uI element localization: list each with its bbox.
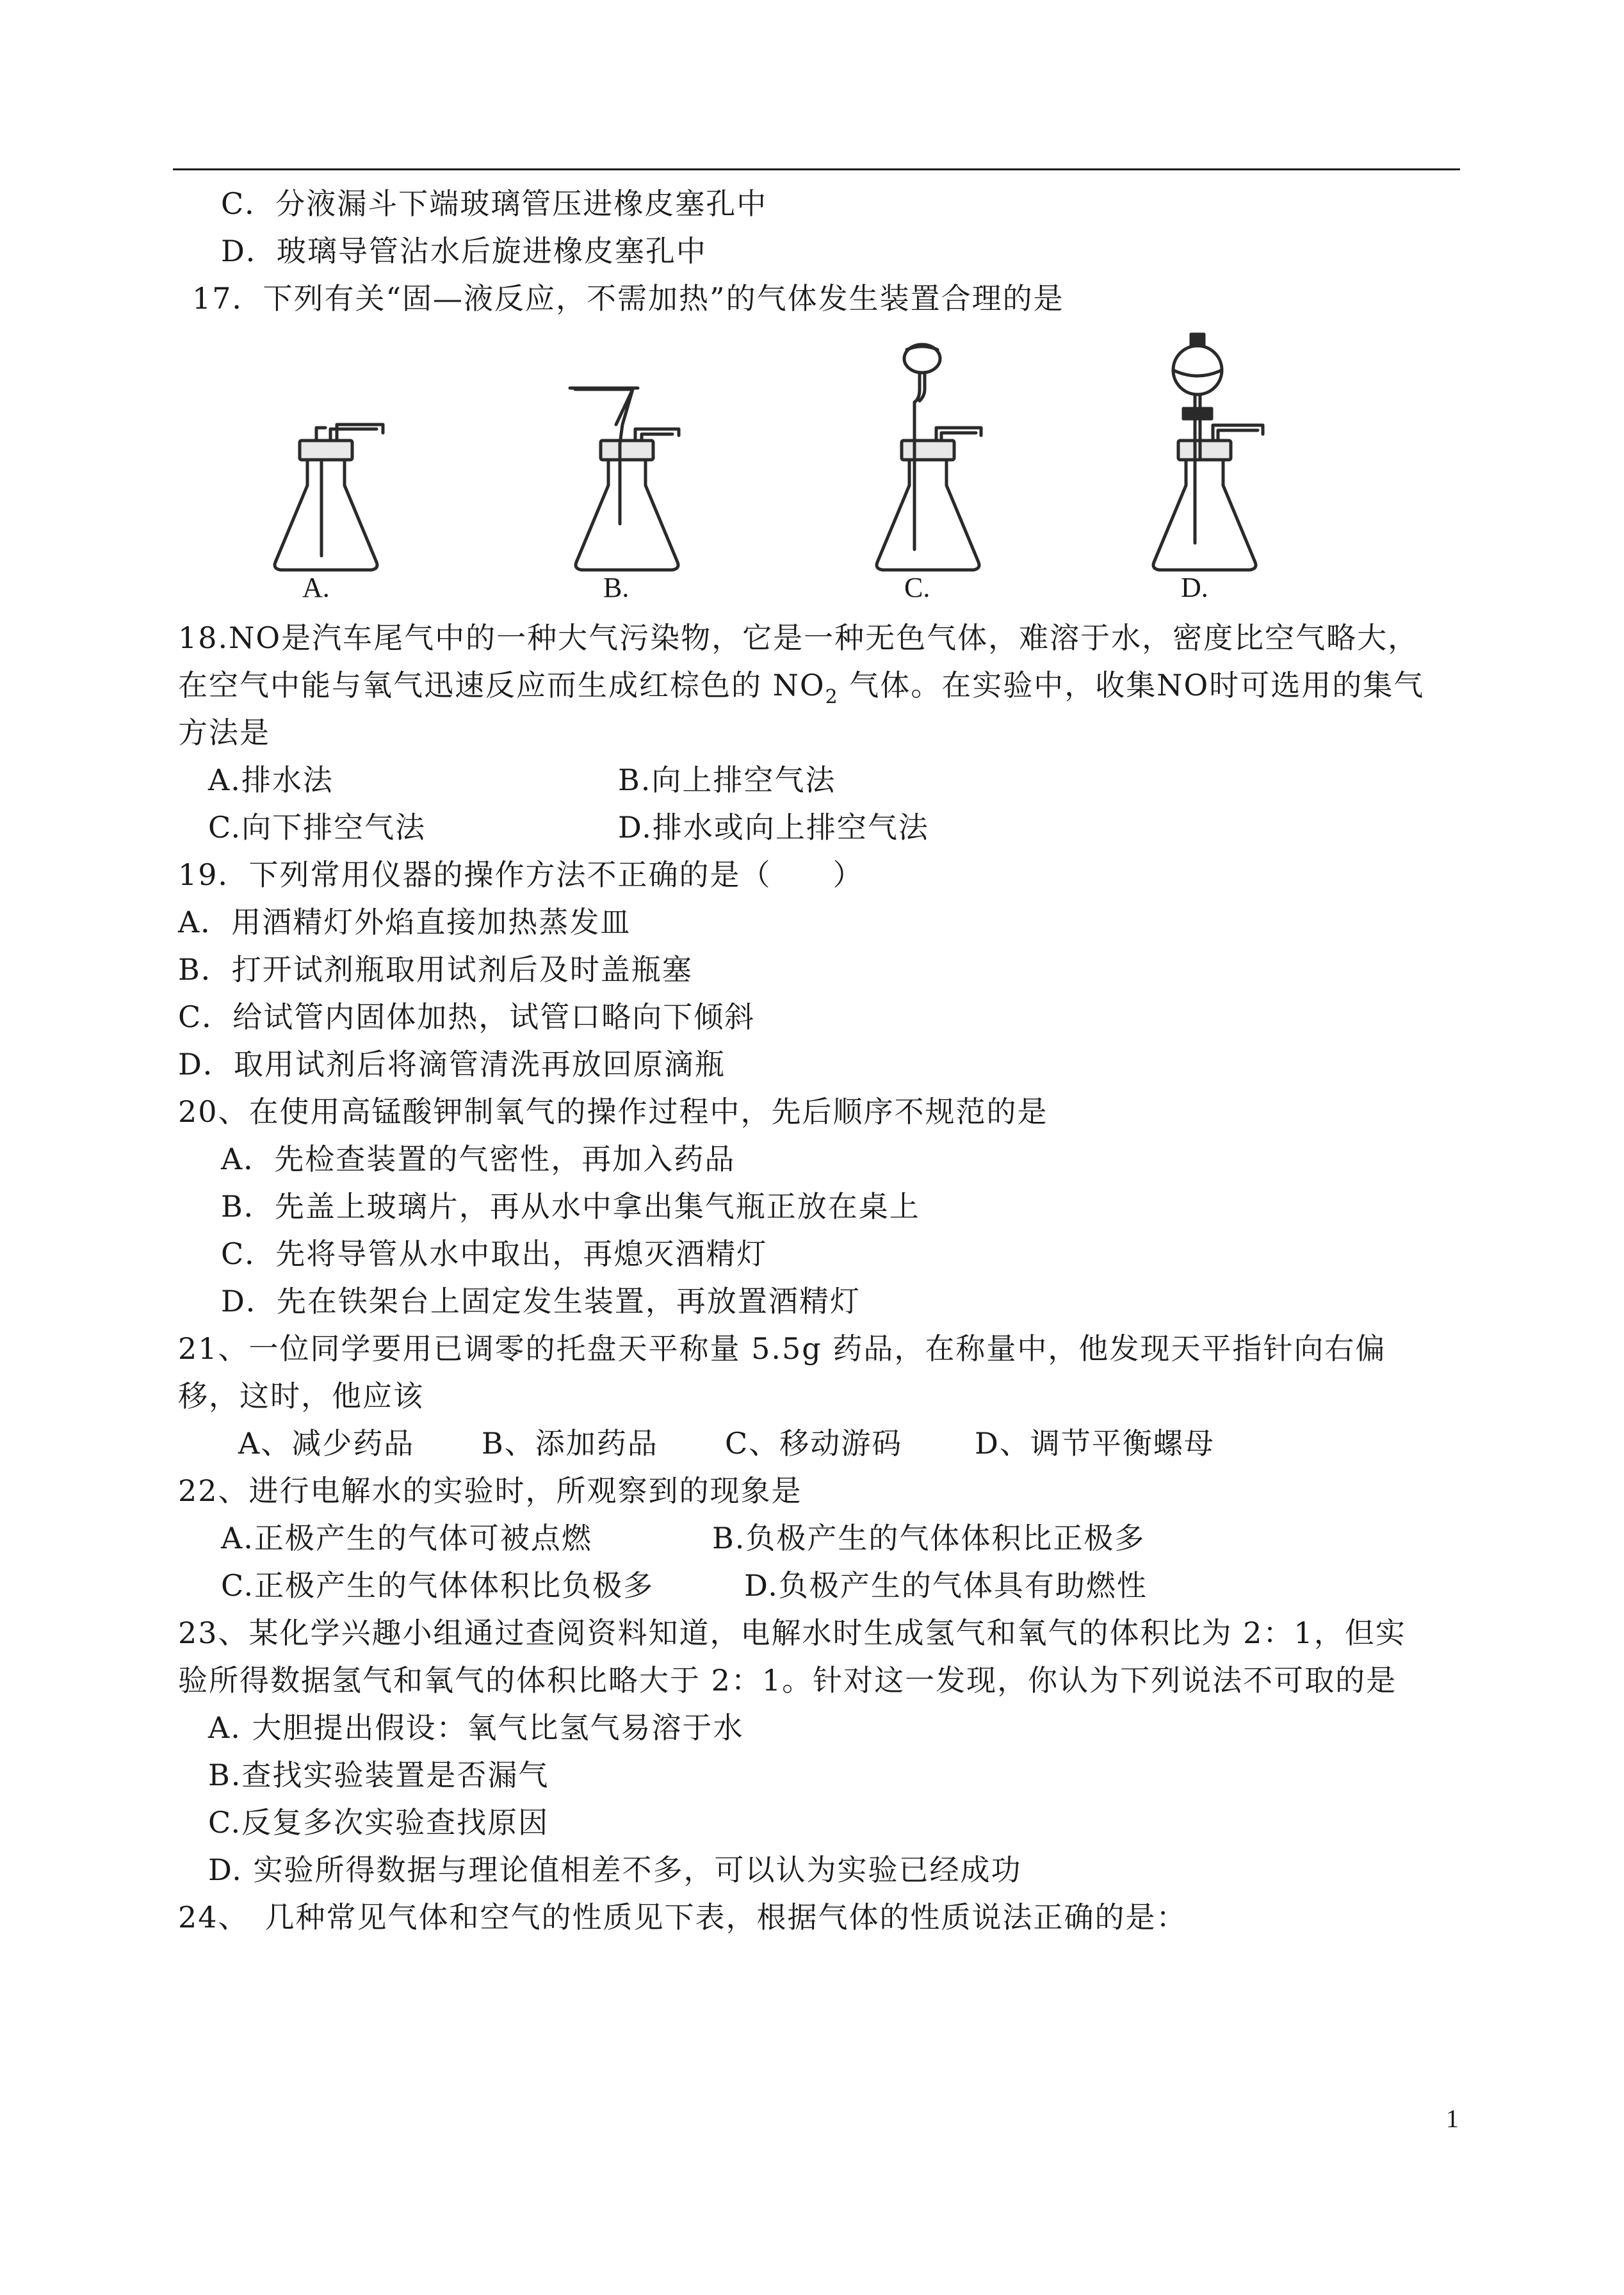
q19-option-a: A．用酒精灯外焰直接加热蒸发皿 [178, 905, 631, 939]
apparatus-illustration [250, 332, 1320, 613]
q18-option-a: A.排水法 [208, 763, 334, 797]
q22-option-d: D.负极产生的气体具有助燃性 [744, 1568, 1148, 1603]
q18-text-a: 在空气中能与氧气迅速反应而生成红棕色的 NO [178, 668, 825, 702]
apparatus-figure [250, 332, 1320, 613]
q18-option-d: D.排水或向上排空气法 [618, 810, 929, 845]
q19-option-b: B．打开试剂瓶取用试剂后及时盖瓶塞 [178, 952, 693, 987]
header-rule [173, 168, 1460, 170]
q20-option-a: A．先检查装置的气密性，再加入药品 [221, 1142, 736, 1176]
page-number: 1 [1446, 2104, 1459, 2133]
q19-stem: 19．下列常用仪器的操作方法不正确的是（ ） [178, 857, 864, 892]
q21-option-c: C、移动游码 [725, 1426, 903, 1461]
q19-option-d: D．取用试剂后将滴管清洗再放回原滴瓶 [178, 1047, 726, 1082]
q21-option-d: D、调节平衡螺母 [975, 1426, 1215, 1461]
q22-option-a: A.正极产生的气体可被点燃 [221, 1521, 592, 1555]
q23-option-c: C.反复多次实验查找原因 [208, 1805, 549, 1840]
q23-option-d: D. 实验所得数据与理论值相差不多，可以认为实验已经成功 [208, 1853, 1022, 1887]
apparatus-b [570, 388, 679, 570]
q21-stem-line1: 21、一位同学要用已调零的托盘天平称量 5.5g 药品，在称量中，他发现天平指针向右偏 [178, 1331, 1386, 1366]
q18-option-c: C.向下排空气法 [208, 810, 426, 845]
q18-stem-line2 [178, 666, 1424, 717]
q17-stem: 17．下列有关“固—液反应，不需加热”的气体发生装置合理的是 [192, 281, 1064, 316]
no2-subscript: 2 [825, 686, 839, 708]
q21-option-a: A、减少药品 [238, 1426, 415, 1461]
q24-stem: 24、 几种常见气体和空气的性质见下表，根据气体的性质说法正确的是： [178, 1900, 1187, 1934]
figure-label-b: B. [603, 572, 629, 603]
q20-option-c: C．先将导管从水中取出，再熄灭酒精灯 [221, 1237, 768, 1271]
q20-option-d: D．先在铁架台上固定发生装置，再放置酒精灯 [221, 1284, 861, 1318]
q20-option-b: B．先盖上玻璃片，再从水中拿出集气瓶正放在桌上 [221, 1189, 920, 1224]
figure-label-a: A. [302, 572, 330, 603]
q18-stem-line1: 18.NO是汽车尾气中的一种大气污染物，它是一种无色气体，难溶于水，密度比空气略大， [178, 620, 1419, 655]
q22-option-b: B.负极产生的气体体积比正极多 [712, 1521, 1146, 1555]
q23-option-b: B.查找实验装置是否漏气 [208, 1758, 549, 1792]
q23-stem-line1: 23、某化学兴趣小组通过查阅资料知道，电解水时生成氢气和氧气的体积比为 2：1，但实 [178, 1616, 1406, 1650]
q22-stem: 22、进行电解水的实验时，所观察到的现象是 [178, 1473, 802, 1508]
q16-option-d: D．玻璃导管沾水后旋进橡皮塞孔中 [221, 234, 707, 268]
q18-option-b: B.向上排空气法 [618, 763, 836, 797]
q20-stem: 20、在使用高锰酸钾制氧气的操作过程中，先后顺序不规范的是 [178, 1094, 1048, 1129]
q18-stem-line3: 方法是 [178, 715, 270, 750]
apparatus-a [275, 425, 383, 570]
figure-label-d: D. [1181, 572, 1208, 603]
q21-stem-line2: 移，这时，他应该 [178, 1379, 424, 1413]
q23-option-a: A. 大胆提出假设：氧气比氢气易溶于水 [208, 1710, 744, 1745]
apparatus-d [1153, 334, 1263, 570]
q16-option-c: C．分液漏斗下端玻璃管压进橡皮塞孔中 [221, 186, 768, 221]
q23-stem-line2: 验所得数据氢气和氧气的体积比略大于 2：1。针对这一发现，你认为下列说法不可取的是 [178, 1663, 1397, 1698]
q18-text-b: 气体。在实验中，收集NO时可选用的集气 [838, 668, 1425, 702]
apparatus-c [877, 345, 981, 570]
q21-option-b: B、添加药品 [482, 1426, 658, 1461]
q19-option-c: C．给试管内固体加热，试管口略向下倾斜 [178, 1000, 756, 1034]
q22-option-c: C.正极产生的气体体积比负极多 [221, 1568, 654, 1603]
figure-label-c: C. [904, 572, 930, 603]
